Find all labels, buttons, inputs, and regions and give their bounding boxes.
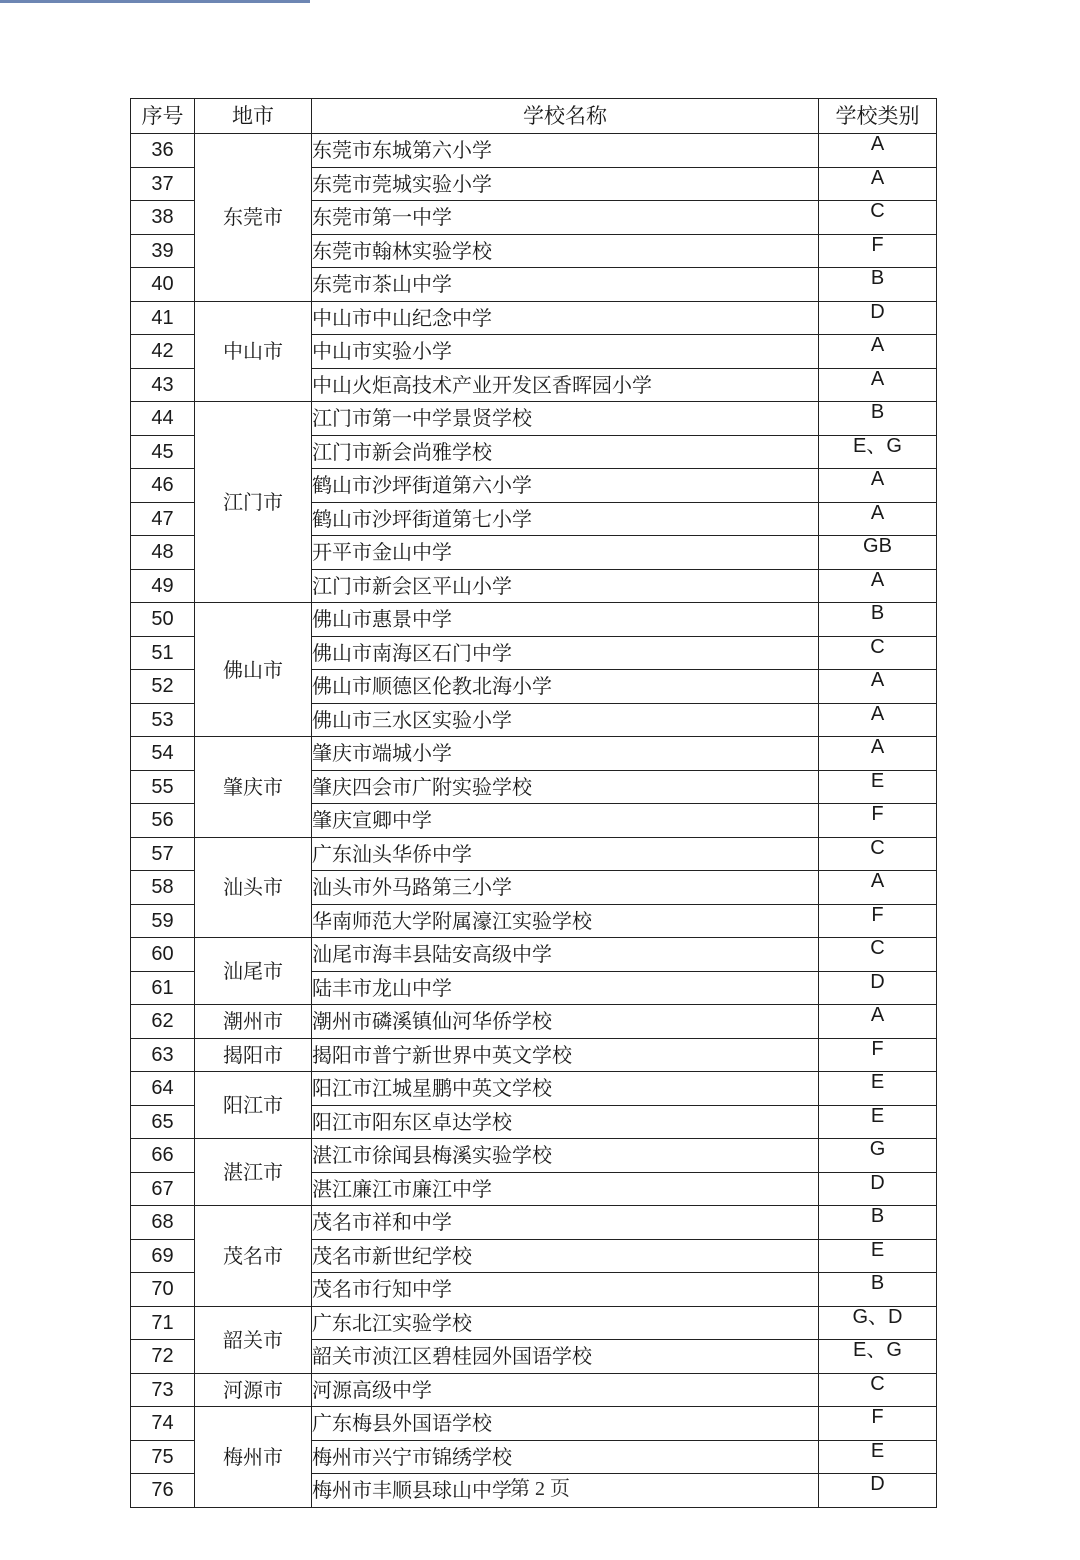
school-name: 中山市实验小学	[312, 335, 819, 369]
table-row	[131, 1206, 937, 1240]
school-name: 广东北江实验学校	[312, 1306, 819, 1340]
school-name: 东莞市第一中学	[312, 201, 819, 235]
row-number: 72	[131, 1340, 195, 1374]
city-cell: 揭阳市	[195, 1038, 312, 1072]
school-type: E	[819, 1239, 937, 1273]
school-type: E、G	[819, 435, 937, 469]
school-type: D	[819, 1474, 937, 1508]
table-row	[131, 1139, 937, 1173]
school-type: A	[819, 569, 937, 603]
school-name: 茂名市祥和中学	[312, 1206, 819, 1240]
row-number: 55	[131, 770, 195, 804]
school-type: C	[819, 938, 937, 972]
table-row	[131, 837, 937, 871]
row-number: 56	[131, 804, 195, 838]
table-row	[131, 1005, 937, 1039]
table-row	[131, 1072, 937, 1106]
row-number: 75	[131, 1440, 195, 1474]
row-number: 36	[131, 134, 195, 168]
row-number: 62	[131, 1005, 195, 1039]
school-name: 肇庆市端城小学	[312, 737, 819, 771]
school-name: 江门市新会区平山小学	[312, 569, 819, 603]
row-number: 48	[131, 536, 195, 570]
row-number: 37	[131, 167, 195, 201]
row-number: 74	[131, 1407, 195, 1441]
row-number: 64	[131, 1072, 195, 1106]
city-cell: 茂名市	[195, 1206, 312, 1307]
row-number: 39	[131, 234, 195, 268]
row-number: 40	[131, 268, 195, 302]
row-number: 45	[131, 435, 195, 469]
row-number: 71	[131, 1306, 195, 1340]
row-number: 42	[131, 335, 195, 369]
school-name: 鹤山市沙坪街道第六小学	[312, 469, 819, 503]
city-cell: 江门市	[195, 402, 312, 603]
school-type: E	[819, 770, 937, 804]
row-number: 46	[131, 469, 195, 503]
school-name: 鹤山市沙坪街道第七小学	[312, 502, 819, 536]
school-name: 湛江廉江市廉江中学	[312, 1172, 819, 1206]
row-number: 63	[131, 1038, 195, 1072]
school-type: E	[819, 1440, 937, 1474]
school-name: 梅州市兴宁市锦绣学校	[312, 1440, 819, 1474]
row-number: 76	[131, 1474, 195, 1508]
school-type: F	[819, 1407, 937, 1441]
school-name: 汕头市外马路第三小学	[312, 871, 819, 905]
city-cell: 中山市	[195, 301, 312, 402]
school-type: A	[819, 134, 937, 168]
school-name: 江门市新会尚雅学校	[312, 435, 819, 469]
row-number: 68	[131, 1206, 195, 1240]
school-name: 肇庆宣卿中学	[312, 804, 819, 838]
school-type: A	[819, 469, 937, 503]
school-type: A	[819, 368, 937, 402]
school-type: A	[819, 167, 937, 201]
school-type: C	[819, 201, 937, 235]
school-name: 河源高级中学	[312, 1373, 819, 1407]
school-type: A	[819, 703, 937, 737]
city-cell: 汕尾市	[195, 938, 312, 1005]
school-type: D	[819, 1172, 937, 1206]
city-cell: 阳江市	[195, 1072, 312, 1139]
school-name: 东莞市莞城实验小学	[312, 167, 819, 201]
school-type: D	[819, 301, 937, 335]
row-number: 65	[131, 1105, 195, 1139]
school-name: 梅州市丰顺县球山中学	[312, 1474, 819, 1508]
school-name: 佛山市顺德区伦教北海小学	[312, 670, 819, 704]
city-cell: 潮州市	[195, 1005, 312, 1039]
row-number: 43	[131, 368, 195, 402]
school-type: A	[819, 737, 937, 771]
row-number: 70	[131, 1273, 195, 1307]
table-row	[131, 938, 937, 972]
school-type: E	[819, 1105, 937, 1139]
row-number: 66	[131, 1139, 195, 1173]
school-type: F	[819, 904, 937, 938]
city-cell: 湛江市	[195, 1139, 312, 1206]
city-cell: 汕头市	[195, 837, 312, 938]
school-name: 阳江市阳东区卓达学校	[312, 1105, 819, 1139]
school-name: 东莞市东城第六小学	[312, 134, 819, 168]
school-type: GB	[819, 536, 937, 570]
school-type: B	[819, 1206, 937, 1240]
row-number: 61	[131, 971, 195, 1005]
school-name: 湛江市徐闻县梅溪实验学校	[312, 1139, 819, 1173]
school-type: A	[819, 335, 937, 369]
school-type: F	[819, 234, 937, 268]
row-number: 52	[131, 670, 195, 704]
city-cell: 肇庆市	[195, 737, 312, 838]
table-row	[131, 134, 937, 168]
table-row	[131, 737, 937, 771]
school-name: 潮州市磷溪镇仙河华侨学校	[312, 1005, 819, 1039]
school-name: 中山火炬高技术产业开发区香晖园小学	[312, 368, 819, 402]
row-number: 60	[131, 938, 195, 972]
school-type: A	[819, 871, 937, 905]
school-name: 汕尾市海丰县陆安高级中学	[312, 938, 819, 972]
header-school-name: 学校名称	[312, 99, 819, 134]
school-name: 茂名市新世纪学校	[312, 1239, 819, 1273]
school-name: 茂名市行知中学	[312, 1273, 819, 1307]
school-name: 东莞市茶山中学	[312, 268, 819, 302]
school-type: B	[819, 603, 937, 637]
table-row	[131, 1407, 937, 1441]
row-number: 54	[131, 737, 195, 771]
header-no: 序号	[131, 99, 195, 134]
school-type: B	[819, 1273, 937, 1307]
school-name: 佛山市惠景中学	[312, 603, 819, 637]
city-cell: 河源市	[195, 1373, 312, 1407]
school-type: F	[819, 804, 937, 838]
table-row	[131, 402, 937, 436]
school-type: E	[819, 1072, 937, 1106]
school-name: 揭阳市普宁新世界中英文学校	[312, 1038, 819, 1072]
school-name: 开平市金山中学	[312, 536, 819, 570]
table-row	[131, 301, 937, 335]
school-name: 韶关市浈江区碧桂园外国语学校	[312, 1340, 819, 1374]
school-type: B	[819, 268, 937, 302]
school-list-table	[130, 98, 937, 1508]
table-row	[131, 1373, 937, 1407]
row-number: 41	[131, 301, 195, 335]
row-number: 73	[131, 1373, 195, 1407]
row-number: 57	[131, 837, 195, 871]
row-number: 58	[131, 871, 195, 905]
row-number: 69	[131, 1239, 195, 1273]
row-number: 50	[131, 603, 195, 637]
school-name: 广东梅县外国语学校	[312, 1407, 819, 1441]
school-type: A	[819, 502, 937, 536]
city-cell: 韶关市	[195, 1306, 312, 1373]
school-name: 东莞市翰林实验学校	[312, 234, 819, 268]
header-city: 地市	[195, 99, 312, 134]
table-header-row	[131, 99, 937, 134]
school-type: C	[819, 837, 937, 871]
school-type: G、D	[819, 1306, 937, 1340]
table-body	[131, 134, 937, 1508]
school-name: 江门市第一中学景贤学校	[312, 402, 819, 436]
table-row	[131, 1306, 937, 1340]
city-cell: 佛山市	[195, 603, 312, 737]
school-name: 阳江市江城星鹏中英文学校	[312, 1072, 819, 1106]
school-type: C	[819, 636, 937, 670]
school-name: 陆丰市龙山中学	[312, 971, 819, 1005]
school-type: C	[819, 1373, 937, 1407]
header-school-type: 学校类别	[819, 99, 937, 134]
school-name: 肇庆四会市广附实验学校	[312, 770, 819, 804]
school-name: 广东汕头华侨中学	[312, 837, 819, 871]
school-type: B	[819, 402, 937, 436]
school-type: A	[819, 1005, 937, 1039]
scan-edge-mark	[0, 0, 310, 3]
row-number: 67	[131, 1172, 195, 1206]
school-name: 华南师范大学附属濠江实验学校	[312, 904, 819, 938]
row-number: 47	[131, 502, 195, 536]
school-name: 中山市中山纪念中学	[312, 301, 819, 335]
row-number: 49	[131, 569, 195, 603]
row-number: 44	[131, 402, 195, 436]
school-type: A	[819, 670, 937, 704]
school-name: 佛山市南海区石门中学	[312, 636, 819, 670]
table-row	[131, 603, 937, 637]
page-number: 第 2 页	[510, 1478, 570, 1500]
row-number: 51	[131, 636, 195, 670]
school-type: D	[819, 971, 937, 1005]
school-name: 佛山市三水区实验小学	[312, 703, 819, 737]
city-cell: 梅州市	[195, 1407, 312, 1508]
table-row	[131, 1038, 937, 1072]
row-number: 38	[131, 201, 195, 235]
school-type: E、G	[819, 1340, 937, 1374]
school-type: G	[819, 1139, 937, 1173]
school-type: F	[819, 1038, 937, 1072]
row-number: 53	[131, 703, 195, 737]
row-number: 59	[131, 904, 195, 938]
city-cell: 东莞市	[195, 134, 312, 302]
